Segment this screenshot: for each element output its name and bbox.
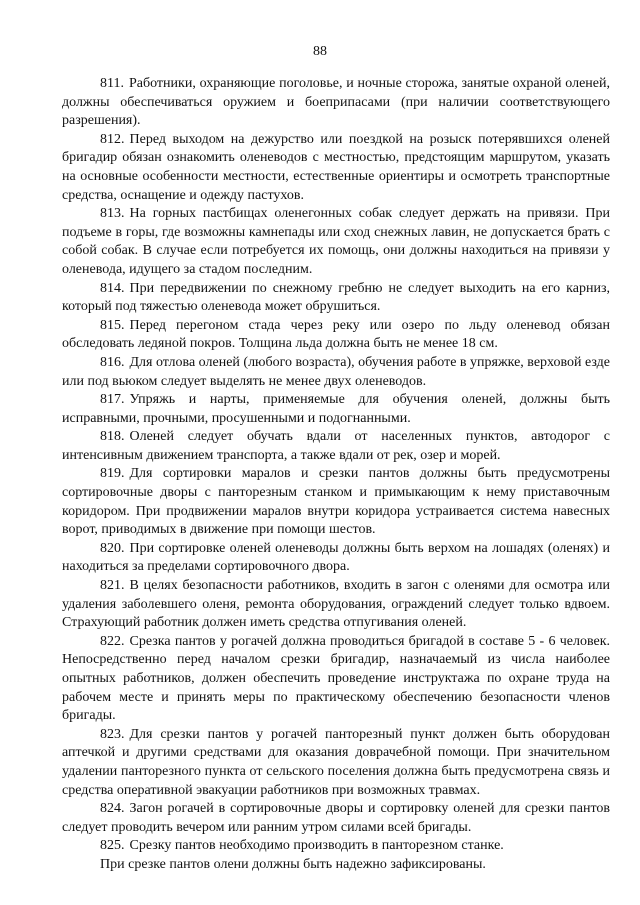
document-body: [62, 75, 610, 875]
paragraph-818: [62, 428, 610, 465]
paragraph-825: [62, 837, 610, 856]
paragraph-text: Оленей следует обучать вдали от населенных пунктов, автодорог с интенсивным движением транспорта, а также вдали от рек, озер и морей.: [62, 429, 610, 463]
paragraph-816: [62, 354, 610, 391]
paragraph-820: [62, 540, 610, 577]
page-number: 88: [313, 44, 327, 59]
paragraph-number: 818.: [100, 429, 125, 445]
paragraph-number: 817.: [100, 392, 125, 408]
paragraph-815: [62, 317, 610, 354]
paragraph-number: 819.: [100, 466, 125, 482]
paragraph-819: [62, 465, 610, 539]
paragraph-number: 821.: [100, 578, 125, 594]
paragraph-text: Перед выходом на дежурство или поездкой на розыск потерявшихся оленей бригадир обязан ознакомить оленеводов с местностью, предстоящим маршрутом, указать на основные особенности местности, естественные ориентиры и осмотреть транспортные средства, оснащение и одежду пастухов.: [62, 131, 610, 203]
paragraph-text: При срезке пантов олени должны быть надежно зафиксированы.: [100, 856, 486, 872]
paragraph-text: При сортировке оленей оленеводы должны быть верхом на лошадях (оленях) и находиться за пределами сортировочного двора.: [62, 540, 610, 575]
paragraph-number: 812.: [100, 131, 125, 147]
paragraph-text: При передвижении по снежному гребню не следует выходить на его карниз, который под тяжестью оленевода может обрушиться.: [62, 280, 610, 315]
paragraph-text: В целях безопасности работников, входить в загон с оленями для осмотра или удаления заболевшего оленя, ремонта оборудования, ограждений следует только вдвоем. Страхующий работник должен иметь средства отпугивания оленей.: [62, 578, 610, 631]
paragraph-number: 815.: [100, 317, 125, 333]
paragraph-continuation: [62, 856, 610, 875]
paragraph-824: [62, 800, 610, 837]
paragraph-number: 824.: [100, 801, 125, 817]
paragraph-number: 820.: [100, 540, 125, 556]
paragraph-text: Работники, охраняющие поголовье, и ночные сторожа, занятые охраной оленей, должны обеспечиваться оружием и боеприпасами (при наличии соответствующего разрешения).: [62, 76, 610, 129]
paragraph-text: Упряжь и нарты, применяемые для обучения оленей, должны быть исправными, прочными, просушенными и подогнанными.: [62, 392, 610, 426]
paragraph-number: 822.: [100, 633, 125, 649]
paragraph-823: [62, 726, 610, 800]
paragraph-number: 816.: [100, 354, 125, 370]
paragraph-813: [62, 205, 610, 279]
paragraph-text: Для срезки пантов у рогачей панторезный пункт должен быть оборудован аптечкой и другими средствами для оказания доврачебной помощи. При значительном удалении панторезного пункта от сельского поселения должна быть предусмотрена связь и средства оперативной эвакуации работников при возможных травмах.: [62, 726, 610, 798]
paragraph-number: 825.: [100, 838, 125, 854]
paragraph-812: [62, 131, 610, 205]
paragraph-number: 814.: [100, 280, 125, 296]
paragraph-814: [62, 280, 610, 317]
paragraph-822: [62, 633, 610, 726]
paragraph-text: Для отлова оленей (любого возраста), обучения работе в упряжке, верховой езде или под вьюком следует выделять не менее двух оленеводов.: [62, 354, 611, 389]
paragraph-number: 823.: [100, 726, 125, 742]
paragraph-text: Срезка пантов у рогачей должна проводиться бригадой в составе 5 - 6 человек. Непосредственно перед началом срезки бригадир, назначаемый из числа наиболее опытных работников, должен обеспечить проведение инструктажа по охране труда на рабочем месте и принять меры по практическому обеспечению безопасности членов бригады.: [62, 633, 610, 724]
paragraph-text: Срезку пантов необходимо производить в панторезном станке.: [129, 838, 504, 854]
paragraph-text: На горных пастбищах оленегонных собак следует держать на привязи. При подъеме в горы, где возможны камнепады или сход снежных лавин, не допускается брать с собой собак. В случае если потребуется их помощь, они должны находиться на привязи у оленевода, идущего за стадом последним.: [62, 206, 610, 277]
paragraph-number: 813.: [100, 206, 125, 222]
paragraph-text: Перед перегоном стада через реку или озеро по льду оленевод обязан обследовать ледяной покров. Толщина льда должна быть не менее 18 см.: [62, 317, 610, 352]
paragraph-text: Для сортировки маралов и срезки пантов должны быть предусмотрены сортировочные дворы с панторезным станком и примыкающим к нему приставочным коридором. При продвижении маралов внутри коридора устраивается система навесных ворот, приводимых в движение при помощи шестов.: [62, 466, 610, 538]
paragraph-number: 811.: [100, 76, 124, 91]
paragraph-821: [62, 577, 610, 633]
paragraph-811: [62, 75, 610, 131]
paragraph-817: [62, 391, 610, 428]
paragraph-text: Загон рогачей в сортировочные дворы и сортировку оленей для срезки пантов следует проводить вечером или ранним утром силами всей бригады.: [62, 801, 610, 835]
